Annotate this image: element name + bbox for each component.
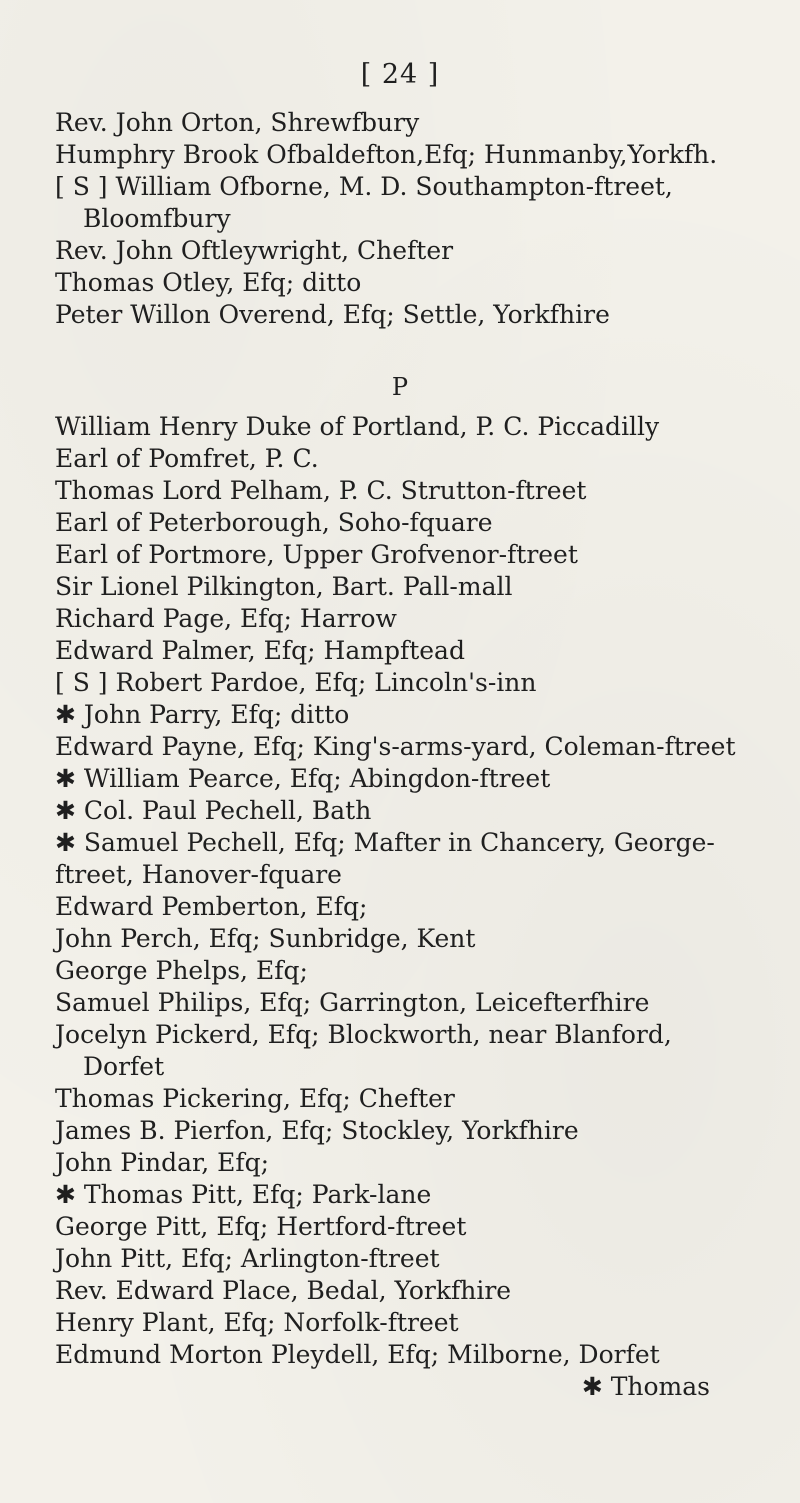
subscriber-entry: Henry Plant, Efq; Norfolk-ftreet bbox=[55, 1308, 459, 1337]
section-letter-p: P bbox=[391, 373, 409, 401]
subscriber-entry: ✱ Col. Paul Pechell, Bath bbox=[55, 796, 372, 825]
subscriber-entry: Richard Page, Efq; Harrow bbox=[55, 604, 397, 633]
subscriber-entry: John Pindar, Efq; bbox=[55, 1148, 270, 1177]
subscriber-entry: Sir Lionel Pilkington, Bart. Pall-mall bbox=[55, 572, 513, 601]
subscriber-entry: Thomas Otley, Efq; ditto bbox=[55, 268, 362, 297]
subscriber-entry: John Pitt, Efq; Arlington-ftreet bbox=[55, 1244, 440, 1273]
subscriber-entry: ✱ John Parry, Efq; ditto bbox=[55, 700, 350, 729]
subscriber-entry: Edward Pemberton, Efq; bbox=[55, 892, 368, 921]
entries-p-list bbox=[55, 411, 745, 1371]
subscriber-entry: George Pitt, Efq; Hertford-ftreet bbox=[55, 1212, 467, 1241]
subscriber-entry: Humphry Brook Ofbaldefton,Efq; Hunmanby,Yorkfh. bbox=[55, 140, 718, 169]
subscriber-entry: Earl of Portmore, Upper Grofvenor-ftreet bbox=[55, 540, 578, 569]
subscriber-entry: Jocelyn Pickerd, Efq; Blockworth, near Blanford, bbox=[55, 1020, 672, 1049]
subscriber-entry: Rev. John Oftleywright, Chefter bbox=[55, 236, 454, 265]
subscriber-entry: James B. Pierfon, Efq; Stockley, Yorkfhire bbox=[55, 1116, 579, 1145]
subscriber-entry: ✱ Thomas Pitt, Efq; Park-lane bbox=[55, 1180, 432, 1209]
subscriber-entry: Rev. Edward Place, Bedal, Yorkfhire bbox=[55, 1276, 512, 1305]
subscriber-entry: [ S ] Robert Pardoe, Efq; Lincoln's-inn bbox=[55, 668, 537, 697]
subscriber-entry: George Phelps, Efq; bbox=[55, 956, 308, 985]
subscriber-entry: ✱ Samuel Pechell, Efq; Mafter in Chancery, George- bbox=[55, 828, 715, 857]
subscriber-entry: Edward Payne, Efq; King's-arms-yard, Coleman-ftreet bbox=[55, 732, 736, 761]
subscriber-entry: Peter Willon Overend, Efq; Settle, Yorkfhire bbox=[55, 300, 610, 329]
subscriber-entry: Samuel Philips, Efq; Garrington, Leicefterfhire bbox=[55, 988, 650, 1017]
subscriber-entry: Edmund Morton Pleydell, Efq; Milborne, Dorfet bbox=[55, 1340, 660, 1369]
entries-top-list bbox=[55, 107, 745, 331]
subscriber-entry: Earl of Peterborough, Soho-fquare bbox=[55, 508, 493, 537]
subscriber-entry: Thomas Lord Pelham, P. C. Strutton-ftreet bbox=[55, 476, 587, 505]
subscriber-entry: Thomas Pickering, Efq; Chefter bbox=[55, 1084, 455, 1113]
subscriber-entry: [ S ] William Ofborne, M. D. Southampton-ftreet, bbox=[55, 172, 673, 201]
page-number: [ 24 ] bbox=[360, 59, 440, 90]
subscriber-entry: ftreet, Hanover-fquare bbox=[55, 860, 342, 889]
catchword: ✱ Thomas bbox=[581, 1372, 710, 1401]
subscriber-entry: Bloomfbury bbox=[83, 204, 231, 233]
subscriber-entry: Dorfet bbox=[83, 1052, 165, 1081]
subscriber-entry: Earl of Pomfret, P. C. bbox=[55, 444, 319, 473]
subscriber-entry: John Perch, Efq; Sunbridge, Kent bbox=[55, 924, 476, 953]
subscriber-entry: William Henry Duke of Portland, P. C. Piccadilly bbox=[55, 412, 660, 441]
subscriber-entry: Edward Palmer, Efq; Hampftead bbox=[55, 636, 465, 665]
subscriber-entry: Rev. John Orton, Shrewfbury bbox=[55, 108, 420, 137]
subscriber-entry: ✱ William Pearce, Efq; Abingdon-ftreet bbox=[55, 764, 551, 793]
